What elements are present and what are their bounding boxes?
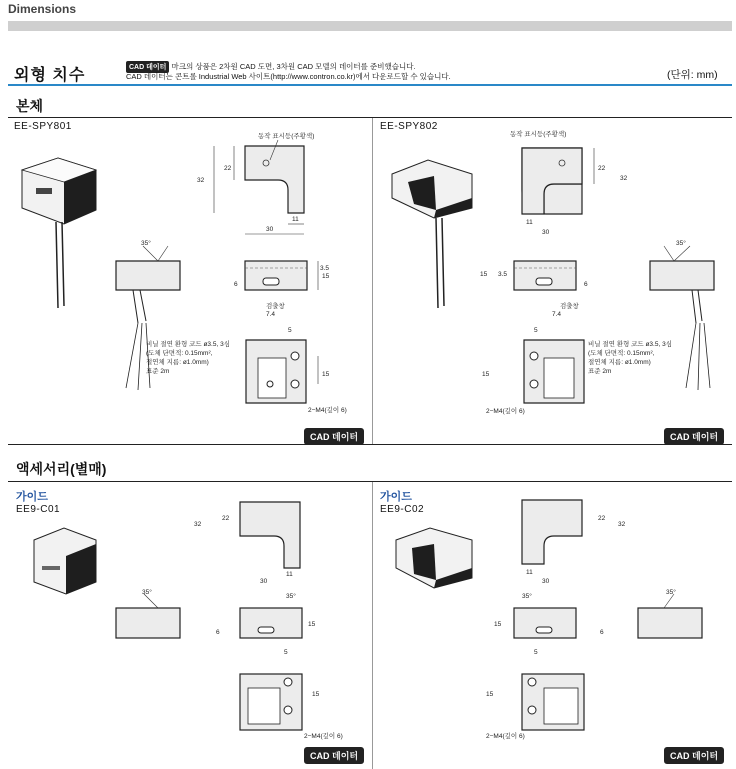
cable-note2-801: (도체 단면적: 0.15mm², [146, 350, 213, 357]
dim-6-801: 6 [234, 281, 238, 288]
model-right-name: EE-SPY802 [380, 121, 438, 132]
mount-view-c01 [240, 649, 343, 740]
dim-15-mount-c02: 15 [486, 691, 494, 698]
section-title: 외형 치수 [14, 67, 86, 84]
cable-note4-801: 표준 2m [146, 368, 170, 375]
dim-11-c02: 11 [526, 569, 533, 576]
label-window-801: 검출창 [266, 303, 285, 310]
dim-30-802: 30 [542, 229, 550, 236]
dim-3_5-801: 3.5 [320, 265, 330, 272]
dim-35deg-c01: 35° [142, 589, 152, 596]
mount-view-802 [482, 327, 584, 415]
bottom-view-802 [480, 261, 588, 318]
front-view-801 [197, 131, 314, 234]
accessory-divider [372, 482, 373, 769]
section-rule [8, 84, 732, 86]
label-screw-801: 2−M4(깊이 6) [308, 407, 347, 414]
dim-32-c02: 32 [618, 521, 626, 528]
dim-22-c01: 22 [222, 515, 230, 522]
guide-left-name: EE9-C01 [16, 504, 61, 515]
sensor-photo-802 [392, 160, 472, 308]
dim-15-c01: 15 [308, 621, 316, 628]
body-bottom-rule [8, 444, 732, 445]
drawing-ee-spy802 [374, 118, 732, 444]
guide-right-label: 가이드 [380, 491, 412, 503]
dim-15-mount-c01: 15 [312, 691, 320, 698]
dim-15-mount-801: 15 [322, 371, 330, 378]
header-title: Dimensions [8, 2, 77, 16]
drawing-ee-spy801 [8, 118, 370, 444]
label-indicator-802: 동작 표시등(주황색) [510, 131, 567, 138]
cad-badge: CAD 데이터 [126, 61, 169, 73]
top-header [0, 0, 736, 20]
guide-left-label: 가이드 [16, 491, 48, 503]
mount-view-c02 [486, 649, 584, 740]
cable-note3-802: 절연체 지름: ø1.0mm) [588, 359, 651, 366]
dim-6-c01: 6 [216, 629, 220, 636]
dim-32-801: 32 [197, 177, 205, 184]
cad-data-button-801[interactable]: CAD 데이터 [304, 428, 364, 445]
accessory-title: 액세서리(별매) [16, 461, 107, 477]
main-body-title: 본체 [16, 98, 44, 114]
label-screw-c02: 2−M4(깊이 6) [486, 733, 525, 740]
dim-15-801: 15 [322, 273, 330, 280]
front-view-c02 [522, 500, 626, 585]
dim-22-801: 22 [224, 165, 232, 172]
cable-note3-801: 절연체 지름: ø1.0mm) [146, 359, 209, 366]
dim-30-c02: 30 [542, 578, 550, 585]
side-view-c02 [638, 588, 702, 638]
dim-7_4-801: 7.4 [266, 311, 276, 318]
dim-5-802: 5 [534, 327, 538, 334]
model-left-name: EE-SPY801 [14, 121, 72, 132]
guide-photo-c01 [34, 528, 96, 594]
dim-5-c01: 5 [284, 649, 288, 656]
label-screw-802: 2−M4(깊이 6) [486, 408, 525, 415]
body-divider [372, 118, 373, 445]
unit-label: (단위: mm) [667, 69, 718, 81]
cable-note4-802: 표준 2m [588, 368, 612, 375]
drawing-ee9-c02 [374, 482, 732, 768]
dim-15-mount-802: 15 [482, 371, 490, 378]
dim-32-c01: 32 [194, 521, 202, 528]
dim-11-801: 11 [292, 216, 299, 223]
guide-photo-c02 [396, 528, 472, 588]
dim-35deg-bottom-c01: 35° [286, 593, 296, 600]
dim-11-c01: 11 [286, 571, 293, 578]
dim-11-802: 11 [526, 219, 533, 226]
dim-6-c02: 6 [600, 629, 604, 636]
label-window-802: 검출창 [560, 303, 579, 310]
front-view-802 [510, 129, 628, 236]
cad-data-button-c01[interactable]: CAD 데이터 [304, 747, 364, 764]
cad-data-button-802[interactable]: CAD 데이터 [664, 428, 724, 445]
label-screw-c01: 2−M4(깊이 6) [304, 733, 343, 740]
cad-data-button-c02[interactable]: CAD 데이터 [664, 747, 724, 764]
cable-note1-801: 비닐 절연 환형 코드 ø3.5, 3심 [146, 341, 230, 348]
cad-notice-line2: CAD 데이터는 콘트롤 Industrial Web 사이트(http://www.contron.co.kr)에서 다운로드할 수 있습니다. [126, 72, 451, 81]
dim-15-c02: 15 [494, 621, 502, 628]
drawing-ee9-c01 [8, 482, 370, 768]
dim-30-c01: 30 [260, 578, 268, 585]
side-view-c01 [116, 588, 180, 638]
dim-5-801: 5 [288, 327, 292, 334]
dim-35deg-side-801: 35° [141, 240, 151, 247]
side-view-802 [650, 239, 714, 390]
bottom-view-c02 [494, 592, 604, 638]
dim-15-802: 15 [480, 271, 488, 278]
dim-7_4-802: 7.4 [552, 311, 562, 318]
dim-5-c02: 5 [534, 649, 538, 656]
bottom-view-801 [234, 261, 330, 318]
dim-6-802: 6 [584, 281, 588, 288]
dim-22-802: 22 [598, 165, 606, 172]
header-band [8, 21, 732, 31]
sensor-photo-801 [22, 158, 96, 308]
mount-view-801 [246, 327, 347, 414]
front-view-c01 [194, 502, 300, 585]
dim-35deg-bottom-c02: 35° [522, 593, 532, 600]
cable-note2-802: (도체 단면적: 0.15mm², [588, 350, 655, 357]
dim-3_5-802: 3.5 [498, 271, 508, 278]
dim-30-801: 30 [266, 226, 274, 233]
guide-right-name: EE9-C02 [380, 504, 425, 515]
bottom-view-c01 [216, 592, 316, 638]
cad-notice-text1: 마크의 상품은 2차원 CAD 도면, 3차원 CAD 모델의 데이터를 준비했습니다. [171, 62, 416, 71]
dim-35deg-side-802: 35° [676, 240, 686, 247]
dim-32-802: 32 [620, 175, 628, 182]
dim-35deg-c02: 35° [666, 589, 676, 596]
dim-22-c02: 22 [598, 515, 606, 522]
label-indicator-801: 동작 표시등(주황색) [258, 133, 315, 140]
cable-note1-802: 비닐 절연 환형 코드 ø3.5, 3심 [588, 341, 672, 348]
